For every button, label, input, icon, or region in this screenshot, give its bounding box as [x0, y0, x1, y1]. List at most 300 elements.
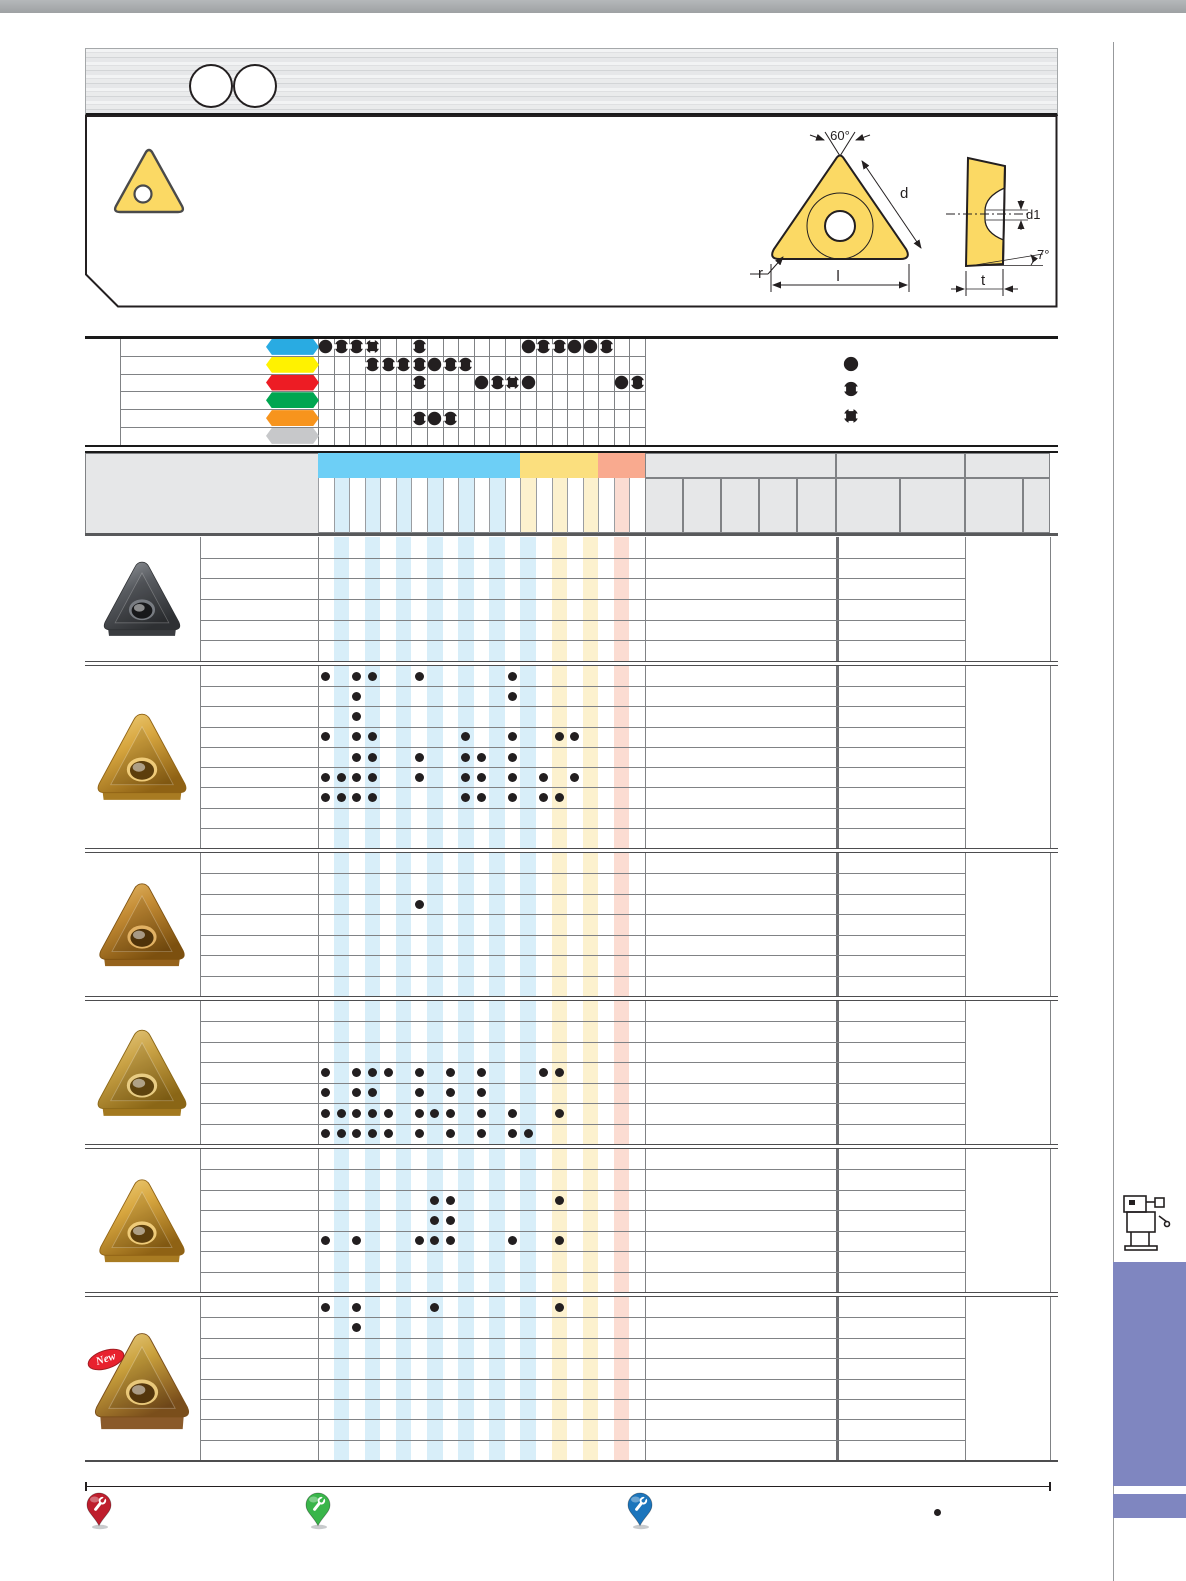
matrix-symbol: [318, 339, 333, 354]
matrix-grid-line: [458, 338, 459, 445]
second-choice-symbol: [396, 357, 411, 372]
availability-dot: [321, 672, 330, 681]
label-r: r: [758, 265, 763, 282]
page-top-bar: [0, 0, 1186, 13]
footer-pin: [627, 1492, 653, 1530]
matrix-symbol: [536, 339, 551, 354]
availability-dot: [415, 753, 424, 762]
matrix-symbol: [599, 339, 614, 354]
table-bottom-rule: [85, 1460, 1058, 1462]
matrix-symbol: [349, 339, 364, 354]
footer-pin: [86, 1492, 112, 1530]
matrix-symbol: [521, 339, 536, 354]
availability-dot: [539, 1068, 548, 1077]
availability-dot: [477, 793, 486, 802]
row-line: [200, 1210, 965, 1211]
availability-dot: [368, 793, 377, 802]
footer-dot: [934, 1509, 941, 1516]
third-choice-symbol: [843, 408, 859, 424]
grade-stripe: [458, 1149, 474, 1292]
matrix-symbol: [427, 411, 442, 426]
insert-photo-bronze: [88, 877, 196, 973]
row-line: [200, 727, 965, 728]
matrix-symbol: [412, 375, 427, 390]
matrix-symbol: [365, 339, 380, 354]
footer-pin: [305, 1492, 331, 1530]
insert-shape-icon: [112, 148, 186, 218]
grade-hexagon-orange: [266, 410, 319, 426]
row-line: [200, 1083, 965, 1084]
availability-dot: [446, 1068, 455, 1077]
availability-dot: [508, 732, 517, 741]
availability-dot: [555, 1303, 564, 1312]
row-line: [200, 1379, 965, 1380]
grade-stripe: [334, 666, 350, 848]
grade-stripe: [583, 1001, 599, 1144]
grade-stripe: [489, 1149, 505, 1292]
header-grade-column: [365, 478, 381, 533]
header-dim-group: [836, 453, 965, 478]
side-view: [946, 158, 1043, 296]
grade-stripe: [427, 853, 443, 996]
header-dim-subcell: [759, 478, 797, 533]
row-line: [200, 1399, 965, 1400]
matrix-symbol: [396, 357, 411, 372]
matrix-symbol: [567, 339, 582, 354]
label-l: l: [836, 268, 840, 285]
availability-dot: [352, 732, 361, 741]
insert-photo-dark: [94, 556, 190, 642]
header-designation-cell: [200, 453, 319, 535]
row-line: [200, 828, 965, 829]
matrix-symbol: [474, 375, 489, 390]
first-choice-symbol: [843, 356, 859, 372]
availability-dot: [415, 1236, 424, 1245]
section-separator: [85, 848, 1058, 853]
availability-dot: [352, 1323, 361, 1332]
grade-stripe: [427, 666, 443, 848]
availability-dot: [368, 773, 377, 782]
label-t: t: [981, 272, 986, 289]
availability-dot: [352, 672, 361, 681]
technical-drawing: [740, 126, 1062, 308]
grade-stripe: [396, 1001, 412, 1144]
availability-dot: [368, 1109, 377, 1118]
grade-stripe: [334, 853, 350, 996]
row-line: [200, 808, 965, 809]
header-dim-subcell: [1023, 478, 1050, 533]
matrix-symbol: [505, 375, 520, 390]
matrix-symbol: [521, 375, 536, 390]
row-line: [200, 1021, 965, 1022]
row-line: [200, 706, 965, 707]
insert-photo-gold: [86, 707, 198, 807]
second-choice-symbol: [443, 411, 458, 426]
insert-photo-gold: [88, 1173, 196, 1269]
availability-dot: [446, 1088, 455, 1097]
grade-stripe: [489, 666, 505, 848]
grade-stripe: [614, 1149, 630, 1292]
matrix-symbol: [458, 357, 473, 372]
row-line: [200, 894, 965, 895]
row-line: [200, 787, 965, 788]
section-separator: [85, 1292, 1058, 1297]
header-grade-column: [380, 478, 396, 533]
matrix-grid-line: [396, 338, 397, 445]
availability-dot: [415, 1068, 424, 1077]
availability-dot: [539, 773, 548, 782]
insert-photo-two-tone: [84, 1326, 200, 1432]
grade-stripe: [489, 1001, 505, 1144]
availability-dot: [524, 1129, 533, 1138]
availability-dot: [477, 1068, 486, 1077]
row-line: [200, 1103, 965, 1104]
availability-dot: [508, 1109, 517, 1118]
header-grade-column: [411, 478, 427, 533]
availability-dot: [446, 1129, 455, 1138]
availability-dot: [368, 1068, 377, 1077]
availability-dot: [446, 1196, 455, 1205]
matrix-symbol: [443, 411, 458, 426]
header-grade-column: [614, 478, 630, 533]
grade-stripe: [520, 853, 536, 996]
legend-symbol-third-choice: [843, 408, 859, 424]
header-grade-column: [629, 478, 645, 533]
header-dim-group: [965, 453, 1050, 478]
insert-photo-cell: [86, 1023, 198, 1123]
grade-stripe: [583, 666, 599, 848]
first-choice-symbol: [521, 339, 536, 354]
second-choice-symbol: [458, 357, 473, 372]
grade-stripe: [396, 853, 412, 996]
availability-dot: [352, 753, 361, 762]
insert-photo-cell: [84, 1326, 200, 1432]
grade-stripe: [552, 853, 568, 996]
header-grade-column: [349, 478, 365, 533]
grade-hexagon-green: [266, 392, 319, 408]
footer-rule-tick-right: [1049, 1482, 1051, 1491]
row-line: [200, 976, 965, 977]
matrix-grid-line: [443, 338, 444, 445]
header-grade-column: [583, 478, 599, 533]
availability-dot: [352, 773, 361, 782]
grade-stripe: [583, 853, 599, 996]
header-grade-column: [505, 478, 521, 533]
second-choice-symbol: [334, 339, 349, 354]
grade-stripe: [396, 666, 412, 848]
row-line: [200, 1440, 965, 1441]
first-choice-symbol: [318, 339, 333, 354]
header-dim-subcell: [721, 478, 759, 533]
matrix-symbol: [412, 357, 427, 372]
matrix-grid-line: [474, 338, 475, 445]
availability-dot: [352, 1109, 361, 1118]
new-badge: New: [85, 1345, 127, 1375]
matrix-grid-line: [629, 338, 630, 445]
grade-stripe: [334, 1149, 350, 1292]
grade-stripe: [334, 1001, 350, 1144]
second-choice-symbol: [412, 375, 427, 390]
matrix-symbol: [443, 357, 458, 372]
machine-robot-icon: [1117, 1190, 1171, 1254]
header-dim-subcell: [965, 478, 1023, 533]
matrix-bottom-rule: [85, 445, 1058, 448]
second-choice-symbol: [630, 375, 645, 390]
grade-stripe: [489, 853, 505, 996]
second-choice-symbol: [365, 357, 380, 372]
row-line: [200, 1124, 965, 1125]
row-line: [200, 1251, 965, 1252]
matrix-symbol: [583, 339, 598, 354]
grade-stripe: [458, 1001, 474, 1144]
second-choice-symbol: [536, 339, 551, 354]
second-choice-symbol: [843, 381, 859, 397]
header-grade-column: [552, 478, 568, 533]
matrix-top-rule: [85, 336, 1058, 339]
grade-stripe: [614, 1001, 630, 1144]
grade-stripe: [396, 1149, 412, 1292]
header-dim-subcell: [645, 478, 683, 533]
insert-photo-gold-textured: [86, 1023, 198, 1123]
grade-stripe: [552, 1149, 568, 1292]
row-line: [200, 1231, 965, 1232]
header-dim-subcell: [836, 478, 900, 533]
matrix-symbol: [412, 339, 427, 354]
availability-dot: [555, 1109, 564, 1118]
table-top-rule: [85, 451, 1058, 454]
label-7deg: 7°: [1037, 247, 1050, 262]
header-grade-column: [443, 478, 459, 533]
row-line: [200, 640, 965, 641]
matrix-symbol: [614, 375, 629, 390]
header-grade-column: [520, 478, 536, 533]
label-apex-angle: 60°: [830, 128, 850, 143]
availability-dot: [539, 793, 548, 802]
matrix-symbol: [381, 357, 396, 372]
availability-dot: [321, 1088, 330, 1097]
insert-photo-cell: [88, 877, 196, 973]
availability-dot: [415, 672, 424, 681]
sidebar-accent-strip: [1113, 1494, 1186, 1518]
availability-dot: [368, 672, 377, 681]
header-band-blue: [318, 453, 520, 478]
wrench-pin-icon: [305, 1492, 331, 1530]
legend-symbol-first-choice: [843, 356, 859, 372]
availability-dot: [337, 793, 346, 802]
availability-dot: [352, 692, 361, 701]
third-choice-symbol: [365, 339, 380, 354]
availability-dot: [352, 1088, 361, 1097]
grade-stripe: [458, 853, 474, 996]
row-line: [200, 1169, 965, 1170]
insert-photo-cell: [88, 1173, 196, 1269]
grade-stripe: [427, 1001, 443, 1144]
availability-dot: [430, 1303, 439, 1312]
row-line: [200, 686, 965, 687]
availability-dot: [352, 1236, 361, 1245]
row-line: [200, 1042, 965, 1043]
availability-dot: [508, 1129, 517, 1138]
grade-hexagon-red: [266, 375, 319, 391]
availability-dot: [337, 1109, 346, 1118]
grade-stripe: [520, 666, 536, 848]
availability-dot: [384, 1129, 393, 1138]
availability-dot: [446, 1109, 455, 1118]
grade-stripe: [365, 1149, 381, 1292]
availability-dot: [555, 1068, 564, 1077]
matrix-symbol: [630, 375, 645, 390]
header-dim-group: [645, 453, 836, 478]
header-dim-subcell: [683, 478, 721, 533]
machine-robot-icon: [1117, 1190, 1171, 1254]
header-grade-column: [318, 478, 334, 533]
second-choice-symbol: [412, 357, 427, 372]
availability-dot: [477, 753, 486, 762]
availability-dot: [508, 773, 517, 782]
row-line: [200, 955, 965, 956]
label-d: d: [900, 185, 909, 202]
availability-dot: [477, 773, 486, 782]
header-grade-column: [474, 478, 490, 533]
first-choice-symbol: [427, 357, 442, 372]
footer-rule: [85, 1486, 1050, 1487]
availability-dot: [508, 672, 517, 681]
availability-dot: [508, 793, 517, 802]
header-band-yellow: [520, 453, 598, 478]
matrix-grid-line: [427, 338, 428, 445]
second-choice-symbol: [349, 339, 364, 354]
row-line: [200, 914, 965, 915]
row-line: [200, 1317, 965, 1318]
grade-stripe: [520, 1001, 536, 1144]
grade-stripe: [614, 853, 630, 996]
header-circle-2: [233, 64, 277, 108]
header-grade-column: [567, 478, 583, 533]
matrix-grid-line: [380, 338, 381, 445]
matrix-symbol: [412, 411, 427, 426]
availability-dot: [321, 732, 330, 741]
row-line: [200, 767, 965, 768]
availability-dot: [415, 773, 424, 782]
row-line: [200, 1419, 965, 1420]
availability-dot: [415, 1088, 424, 1097]
row-line: [200, 747, 965, 748]
matrix-grid-line: [614, 338, 615, 445]
grade-stripe: [583, 1149, 599, 1292]
row-line: [200, 620, 965, 621]
availability-dot: [555, 1196, 564, 1205]
header-circle-1: [189, 64, 233, 108]
matrix-symbol: [365, 357, 380, 372]
availability-dot: [352, 1068, 361, 1077]
sidebar-accent-block: [1113, 1262, 1186, 1486]
header-grade-column: [598, 478, 614, 533]
first-choice-symbol: [521, 375, 536, 390]
header-grade-column: [458, 478, 474, 533]
availability-dot: [321, 1303, 330, 1312]
availability-dot: [508, 692, 517, 701]
first-choice-symbol: [567, 339, 582, 354]
availability-dot: [461, 753, 470, 762]
matrix-symbol: [552, 339, 567, 354]
availability-dot: [337, 773, 346, 782]
section-separator: [85, 996, 1058, 1001]
availability-dot: [321, 773, 330, 782]
header-grade-column: [334, 478, 350, 533]
matrix-grid-line: [505, 338, 506, 445]
availability-dot: [321, 1109, 330, 1118]
second-choice-symbol: [599, 339, 614, 354]
header-dim-subcell: [797, 478, 836, 533]
row-line: [200, 1338, 965, 1339]
second-choice-symbol: [443, 357, 458, 372]
title-band: [85, 48, 1058, 116]
availability-dot: [352, 1129, 361, 1138]
availability-dot: [415, 1109, 424, 1118]
availability-dot: [477, 1129, 486, 1138]
availability-dot: [555, 793, 564, 802]
availability-dot: [321, 1129, 330, 1138]
first-choice-symbol: [474, 375, 489, 390]
row-line: [200, 578, 965, 579]
availability-dot: [384, 1109, 393, 1118]
footer-rule-tick-left: [85, 1482, 87, 1491]
row-line: [200, 558, 965, 559]
section-separator: [85, 661, 1058, 666]
grade-stripe: [552, 666, 568, 848]
row-line: [200, 1190, 965, 1191]
availability-dot: [570, 773, 579, 782]
availability-dot: [446, 1216, 455, 1225]
row-line: [200, 873, 965, 874]
availability-dot: [477, 1109, 486, 1118]
availability-dot: [415, 1129, 424, 1138]
row-line: [200, 599, 965, 600]
wrench-pin-icon: [86, 1492, 112, 1530]
row-line: [200, 1062, 965, 1063]
availability-dot: [508, 753, 517, 762]
availability-dot: [384, 1068, 393, 1077]
availability-dot: [352, 712, 361, 721]
grade-hexagon-cyan: [266, 339, 319, 355]
matrix-symbol: [490, 375, 505, 390]
availability-dot: [570, 732, 579, 741]
header-grade-column: [396, 478, 412, 533]
availability-dot: [321, 1236, 330, 1245]
label-d1: d1: [1026, 207, 1041, 222]
first-choice-symbol: [583, 339, 598, 354]
second-choice-symbol: [381, 357, 396, 372]
grade-stripe: [614, 666, 630, 848]
header-grade-column: [489, 478, 505, 533]
matrix-grid-line: [489, 338, 490, 445]
availability-dot: [352, 793, 361, 802]
second-choice-symbol: [412, 339, 427, 354]
grade-stripe: [365, 853, 381, 996]
header-grade-column: [427, 478, 443, 533]
header-bottom-rule: [85, 533, 1058, 536]
grade-stripe: [520, 1149, 536, 1292]
wrench-pin-icon: [627, 1492, 653, 1530]
availability-dot: [508, 1236, 517, 1245]
header-grade-column: [536, 478, 552, 533]
availability-dot: [446, 1236, 455, 1245]
third-choice-symbol: [505, 375, 520, 390]
grade-hexagon-yellow: [266, 357, 319, 373]
row-line: [200, 1272, 965, 1273]
row-line: [200, 1358, 965, 1359]
header-band-red: [598, 453, 645, 478]
